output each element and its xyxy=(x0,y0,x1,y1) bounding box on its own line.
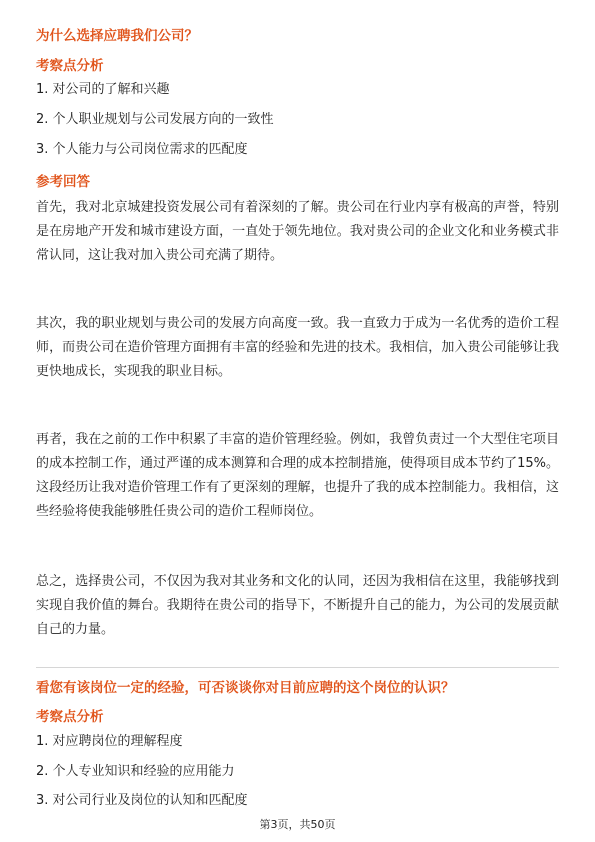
answer-paragraph: 总之，选择贵公司，不仅因为我对其业务和文化的认同，还因为我相信在这里，我能够找到实现自我价值的舞台。我期待在贵公司的指导下，不断提升自己的能力，为公司的发展贡献自己的力量。 xyxy=(36,574,559,637)
answer-paragraph: 再者，我在之前的工作中积累了丰富的造价管理经验。例如，我曾负责过一个大型住宅项目的成本控制工作，通过严谨的成本测算和合理的成本控制措施，使得项目成本节约了15%。这段经历让我对造价管理工作有了更深刻的理解，也提升了我的成本控制能力。我相信，这些经验将使我能够胜任贵公司的造价工程师岗位。 xyxy=(36,432,559,519)
question-1-point: 1. 对公司的了解和兴趣 xyxy=(36,82,170,97)
question-1-point: 3. 个人能力与公司岗位需求的匹配度 xyxy=(36,142,248,157)
question-2-point: 2. 个人专业知识和经验的应用能力 xyxy=(36,764,235,779)
question-2-point: 1. 对应聘岗位的理解程度 xyxy=(36,734,183,749)
section-divider xyxy=(36,667,559,668)
answer-paragraph: 其次，我的职业规划与贵公司的发展方向高度一致。我一直致力于成为一名优秀的造价工程师，而贵公司在造价管理方面拥有丰富的经验和先进的技术。我相信，加入贵公司能够让我更快地成长，实现我的职业目标。 xyxy=(36,316,559,379)
question-2-title: 看您有该岗位一定的经验，可否谈谈你对目前应聘的这个岗位的认识？ xyxy=(36,680,455,696)
question-1-answer-heading: 参考回答 xyxy=(36,174,90,190)
question-1-analysis-heading: 考察点分析 xyxy=(36,58,104,74)
page-number: 第3页，共50页 xyxy=(259,818,336,831)
question-1-title: 为什么选择应聘我们公司？ xyxy=(36,28,198,44)
question-2-point: 3. 对公司行业及岗位的认知和匹配度 xyxy=(36,793,248,808)
answer-paragraph: 首先，我对北京城建投资发展公司有着深刻的了解。贵公司在行业内享有极高的声誉，特别是在房地产开发和城市建设方面，一直处于领先地位。我对贵公司的企业文化和业务模式非常认同，这让我对加入贵公司充满了期待。 xyxy=(36,200,559,263)
question-2-analysis-heading: 考察点分析 xyxy=(36,709,104,725)
question-1-point: 2. 个人职业规划与公司发展方向的一致性 xyxy=(36,112,274,127)
